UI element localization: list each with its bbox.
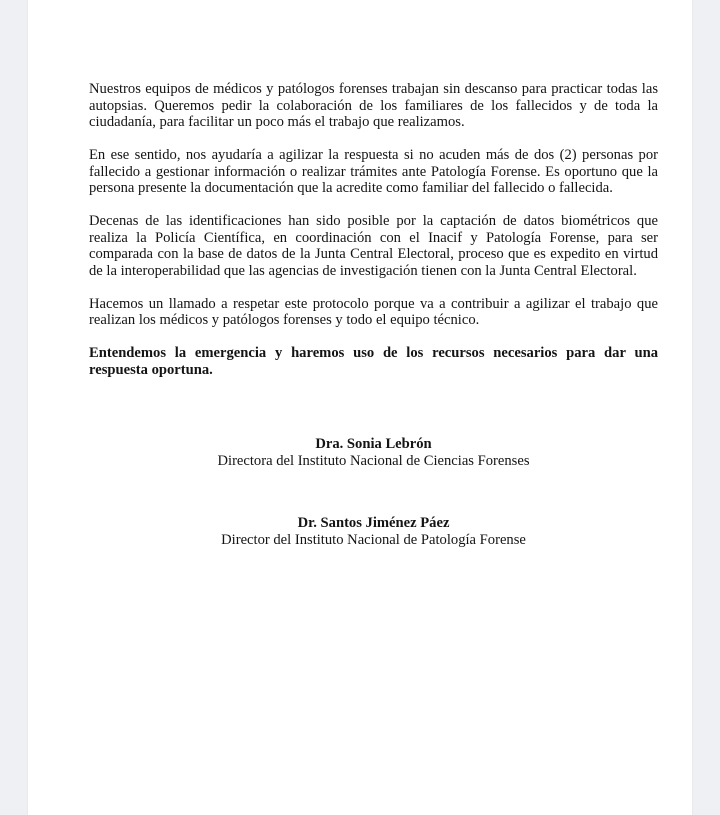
signatory-title: Directora del Instituto Nacional de Ciencias Forenses xyxy=(217,452,530,469)
signatory-name: Dra. Sonia Lebrón xyxy=(315,436,432,452)
signature-block-1 xyxy=(89,436,658,469)
signature-block-2 xyxy=(89,515,658,548)
paragraph-4: Hacemos un llamado a respetar este protocolo porque va a contribuir a agilizar el trabajo que realizan los médicos y patólogos forenses y todo el equipo técnico. xyxy=(89,295,658,328)
paragraph-2: En ese sentido, nos ayudaría a agilizar la respuesta si no acuden más de dos (2) personas por fallecido a gestionar información o realizar trámites ante Patología Forense. Es oportuno que la persona presente la documentación que la acredite como familiar del fallecido o fallecida. xyxy=(89,147,658,196)
signatory-title: Director del Instituto Nacional de Patología Forense xyxy=(221,531,526,548)
document-page xyxy=(28,0,692,815)
signatory-name: Dr. Santos Jiménez Páez xyxy=(297,515,450,531)
paragraph-1: Nuestros equipos de médicos y patólogos forenses trabajan sin descanso para practicar todas las autopsias. Queremos pedir la colaboración de los familiares de los fallecidos y de toda la ciudadanía, para facilitar un poco más el trabajo que realizamos. xyxy=(89,81,658,130)
closing-statement: Entendemos la emergencia y haremos uso de los recursos necesarios para dar una respuesta oportuna. xyxy=(89,345,658,378)
paragraph-3: Decenas de las identificaciones han sido posible por la captación de datos biométricos que realiza la Policía Científica, en coordinación con el Inacif y Patología Forense, para ser comparada con la base de datos de la Junta Central Electoral, proceso que es expedito en virtud de la interoperabilidad que las agencias de investigación tienen con la Junta Central Electoral. xyxy=(89,213,658,279)
document-body xyxy=(89,81,658,395)
